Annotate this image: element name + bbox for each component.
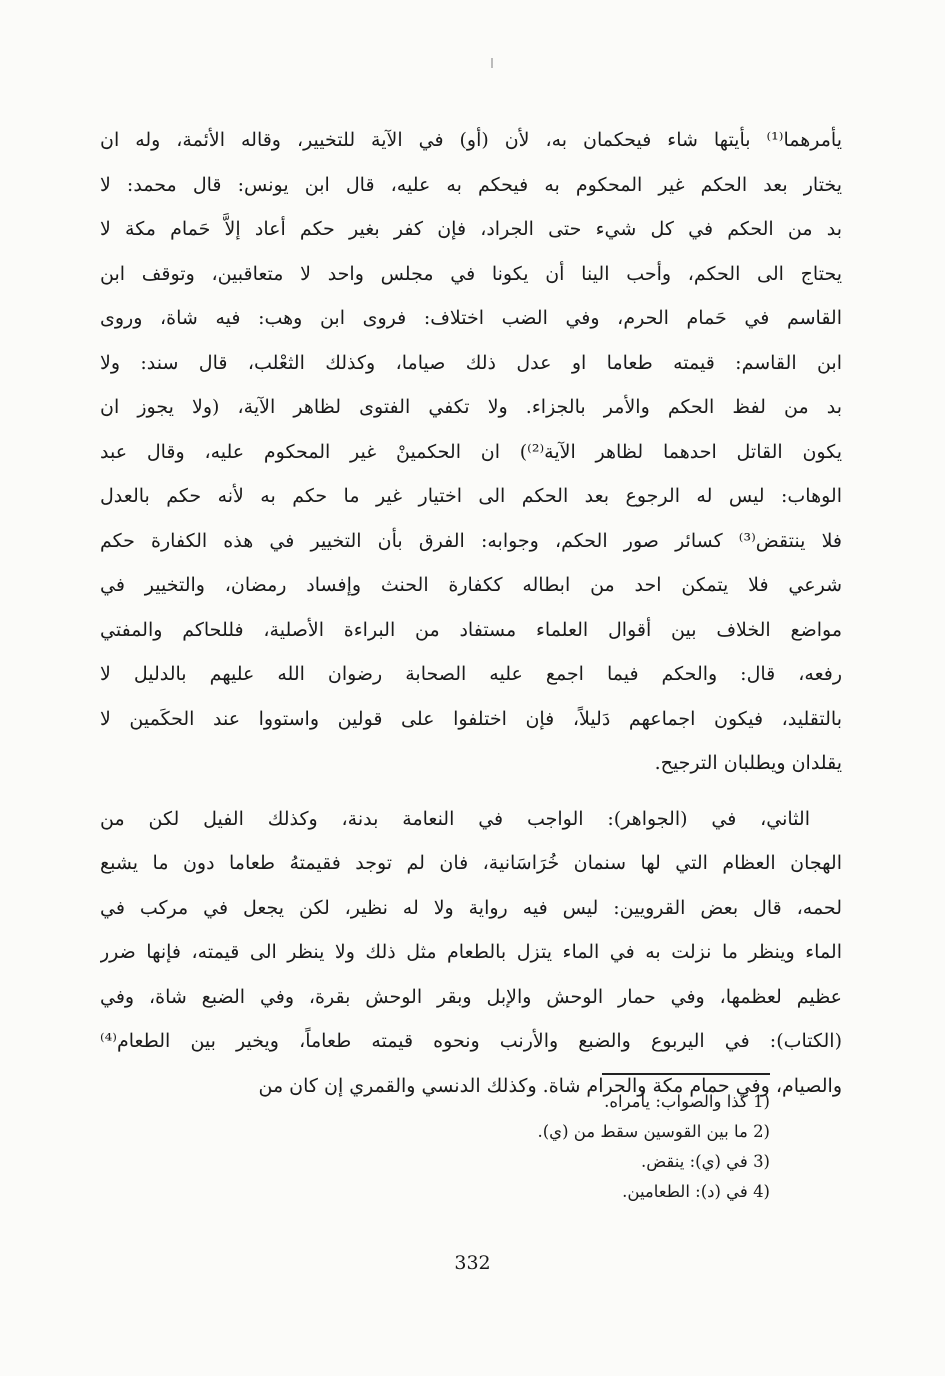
text-line: الماء وينظر ما نزلت به في الماء يتزل بالطعام مثل ذلك ولا ينظر الى قيمته، فإنها ضرر xyxy=(100,941,842,963)
text-line: القاسم في حَمام الحرم، وفي الضب اختلاف: فروى ابن وهب: فيه شاة، وروى xyxy=(100,307,842,329)
text-line: الوهاب: ليس له الرجوع بعد الحكم الى اختيار غير ما حكم به لأنه حكم بالعدل xyxy=(100,485,842,507)
text-line: بالتقليد، فيكون اجماعهم دَليلاً، فإن اختلفوا على قولين واستووا عند الحكَمين لا xyxy=(100,707,842,730)
text-line: يقلدان ويطلبان الترجيح. xyxy=(654,752,842,774)
scan-speck xyxy=(491,58,493,68)
footnote-number: 2) xyxy=(753,1122,770,1141)
text-line: رفعه، قال: والحكم فيما اجمع عليه الصحابة رضوان الله عليهم بالدليل لا xyxy=(100,663,842,685)
text-line: يأمرهما⁽¹⁾ بأيتها شاء فيحكمان به، لأن (أو) في الآية للتخيير، وقاله الأئمة، وله ان xyxy=(100,129,842,151)
footnotes xyxy=(480,1087,770,1207)
footnote-item xyxy=(480,1147,770,1177)
text-line: مواضع الخلاف بين أقوال العلماء مستفاد من البراءة الأصلية، فللحاكم والمفتي xyxy=(100,618,842,641)
footnote-item xyxy=(480,1177,770,1207)
text-line: بد من لفظ الحكم والأمر بالجزاء. ولا تكفي الفتوى لظاهر الآية، (ولا يجوز ان xyxy=(100,396,842,418)
text-line: ابن القاسم: قيمته طعاما او عدل ذلك صياما، وكذلك الثعْلب، قال سند: ولا xyxy=(100,351,842,374)
footnote-rule xyxy=(602,1073,770,1075)
text-line: يحتاج الى الحكم، وأحب الينا أن يكونا في مجلس واحد لا متعاقبين، وتوقف ابن xyxy=(100,262,842,285)
footnote-item xyxy=(480,1087,770,1117)
text-line: الثاني، في (الجواهر): الواجب في النعامة بدنة، وكذلك الفيل لكن من xyxy=(100,807,810,830)
text-line: بد من الحكم في كل شيء حتى الجراد، فإن كفر بغير حكم أعاد إلاَّ حَمام مكة لا xyxy=(100,218,842,240)
footnote-text: في (ي): ينقض. xyxy=(640,1152,754,1171)
paragraph-2 xyxy=(100,797,842,1109)
text-line: يختار بعد الحكم غير المحكوم به فيحكم به عليه، قال ابن يونس: قال محمد: لا xyxy=(100,173,842,196)
footnote-number: 1) xyxy=(753,1092,770,1111)
text-line: (الكتاب): في اليربوع والضبع والأرنب ونحوه قيمته طعاماً، ويخير بين الطعام⁽⁴⁾ xyxy=(100,1030,842,1052)
footnote-text: ما بين القوسين سقط من (ي). xyxy=(537,1122,754,1141)
footnote-number: 3) xyxy=(753,1152,770,1171)
text-line: يكون القاتل احدهما لظاهر الآية⁽²⁾) ان الحكمينْ غير المحكوم عليه، وقال عبد xyxy=(100,440,842,463)
text-line: لحمه، قال بعض القرويين: ليس فيه رواية ولا له نظير، لكن يجعل في مركب في xyxy=(100,896,842,919)
footnote-text: في (د): الطعامين. xyxy=(622,1182,754,1201)
footnote-number: 4) xyxy=(753,1182,770,1201)
main-text xyxy=(100,118,842,1108)
text-line: عظيم لعظمها، وفي حمار الوحش والإبل وبقر الوحش بقرة، وفي الضبع شاة، وفي xyxy=(100,985,842,1008)
text-line: الهجان العظام التي لها سنمان خُرَاسَانية، فان لم توجد فقيمتهُ طعاما دون ما يشبع xyxy=(100,852,842,874)
footnote-item xyxy=(480,1117,770,1147)
text-line: والصيام، وفي حمام مكة والحرام شاة. وكذلك الدنسي والقمري إن كان من xyxy=(258,1074,842,1097)
paragraph-1 xyxy=(100,118,842,786)
footnote-text: كذا والصواب: يأمراه. xyxy=(604,1092,754,1111)
text-line: شرعي فلا يتمكن احد من ابطاله ككفارة الحنث وإفساد رمضان، والتخيير في xyxy=(100,574,842,596)
text-line: فلا ينتقض⁽³⁾ كسائر صور الحكم، وجوابه: الفرق بأن التخيير في هذه الكفارة حكم xyxy=(100,529,842,552)
page-number: 332 xyxy=(454,1252,491,1274)
